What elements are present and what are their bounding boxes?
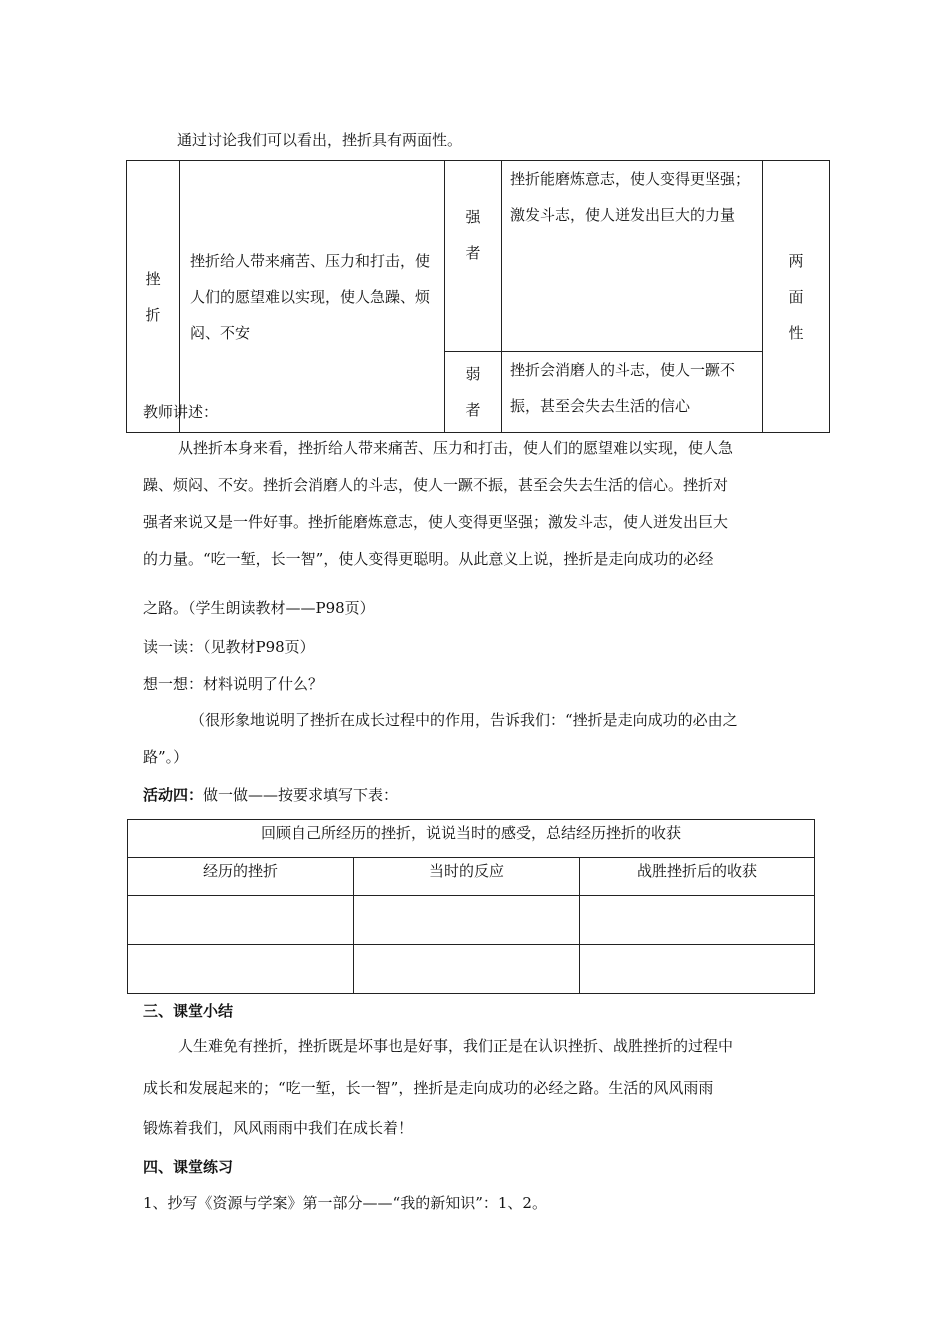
blank-cell[interactable] bbox=[354, 945, 580, 994]
weak-text: 挫折会消磨人的斗志，使人一蹶不振，甚至会失去生活的信心 bbox=[510, 361, 736, 415]
strong-text-cell bbox=[502, 161, 763, 352]
activity-line bbox=[143, 785, 398, 805]
table-row bbox=[128, 945, 815, 994]
teacher-heading: 教师讲述： bbox=[143, 403, 219, 421]
teacher-line-2: 躁、烦闷、不安。挫折会消磨人的斗志，使人一蹶不振，甚至会失去生活的信心。挫折对 bbox=[143, 476, 729, 494]
summary-heading: 三、课堂小结 bbox=[143, 1002, 234, 1020]
header-gain: 战胜挫折后的收获 bbox=[580, 858, 815, 896]
blank-cell[interactable] bbox=[580, 896, 815, 945]
practice-heading: 四、课堂练习 bbox=[143, 1158, 234, 1176]
read-text: 读一读：（见教材P98页） bbox=[143, 638, 315, 656]
blank-cell[interactable] bbox=[354, 896, 580, 945]
blank-cell[interactable] bbox=[128, 896, 354, 945]
think-text: 想一想：材料说明了什么？ bbox=[143, 675, 324, 693]
teacher-line-5: 之路。（学生朗读教材——P98页） bbox=[143, 599, 375, 617]
conclusion-cell: 两 面 性 bbox=[763, 161, 830, 433]
header-reaction: 当时的反应 bbox=[354, 858, 580, 896]
topic-cell: 挫 折 bbox=[127, 161, 180, 433]
answer-line-2: 路”。） bbox=[143, 748, 189, 766]
summary-line-2: 成长和发展起来的；“吃一堑，长一智”，挫折是走向成功的必经之路。生活的风风雨雨 bbox=[143, 1079, 714, 1097]
table-row bbox=[128, 896, 815, 945]
answer-line-1: （很形象地说明了挫折在成长过程中的作用，告诉我们：“挫折是走向成功的必由之 bbox=[190, 711, 738, 729]
blank-cell[interactable] bbox=[128, 945, 354, 994]
reflection-table bbox=[127, 819, 815, 994]
teacher-line-1: 从挫折本身来看，挫折给人带来痛苦、压力和打击，使人们的愿望难以实现，使人急 bbox=[178, 439, 734, 457]
harm-text: 挫折给人带来痛苦、压力和打击，使人们的愿望难以实现，使人急躁、烦闷、不安 bbox=[190, 251, 431, 342]
strong-text: 挫折能磨炼意志，使人变得更坚强；激发斗志，使人迸发出巨大的力量 bbox=[510, 170, 751, 224]
blank-cell[interactable] bbox=[580, 945, 815, 994]
strong-label-cell: 强 者 bbox=[445, 161, 502, 352]
activity-text: 做一做——按要求填写下表： bbox=[203, 786, 399, 804]
intro-text: 通过讨论我们可以看出，挫折具有两面性。 bbox=[177, 131, 463, 149]
summary-line-3: 锻炼着我们，风风雨雨中我们在成长着！ bbox=[143, 1119, 414, 1137]
practice-item: 1、抄写《资源与学案》第一部分——“我的新知识”：1、2。 bbox=[143, 1194, 547, 1212]
harm-cell bbox=[180, 161, 445, 433]
weak-label-cell: 弱 者 bbox=[445, 352, 502, 433]
teacher-line-3: 强者来说又是一件好事。挫折能磨炼意志，使人变得更坚强；激发斗志，使人迸发出巨大 bbox=[143, 513, 729, 531]
weak-text-cell bbox=[502, 352, 763, 433]
reflection-table-title: 回顾自己所经历的挫折，说说当时的感受，总结经历挫折的收获 bbox=[128, 820, 815, 858]
frustration-table bbox=[126, 160, 830, 433]
teacher-line-4: 的力量。“吃一堑，长一智”，使人变得更聪明。从此意义上说，挫折是走向成功的必经 bbox=[143, 550, 714, 568]
summary-line-1: 人生难免有挫折，挫折既是坏事也是好事，我们正是在认识挫折、战胜挫折的过程中 bbox=[178, 1037, 734, 1055]
header-experience: 经历的挫折 bbox=[128, 858, 354, 896]
activity-label: 活动四： bbox=[143, 786, 204, 804]
